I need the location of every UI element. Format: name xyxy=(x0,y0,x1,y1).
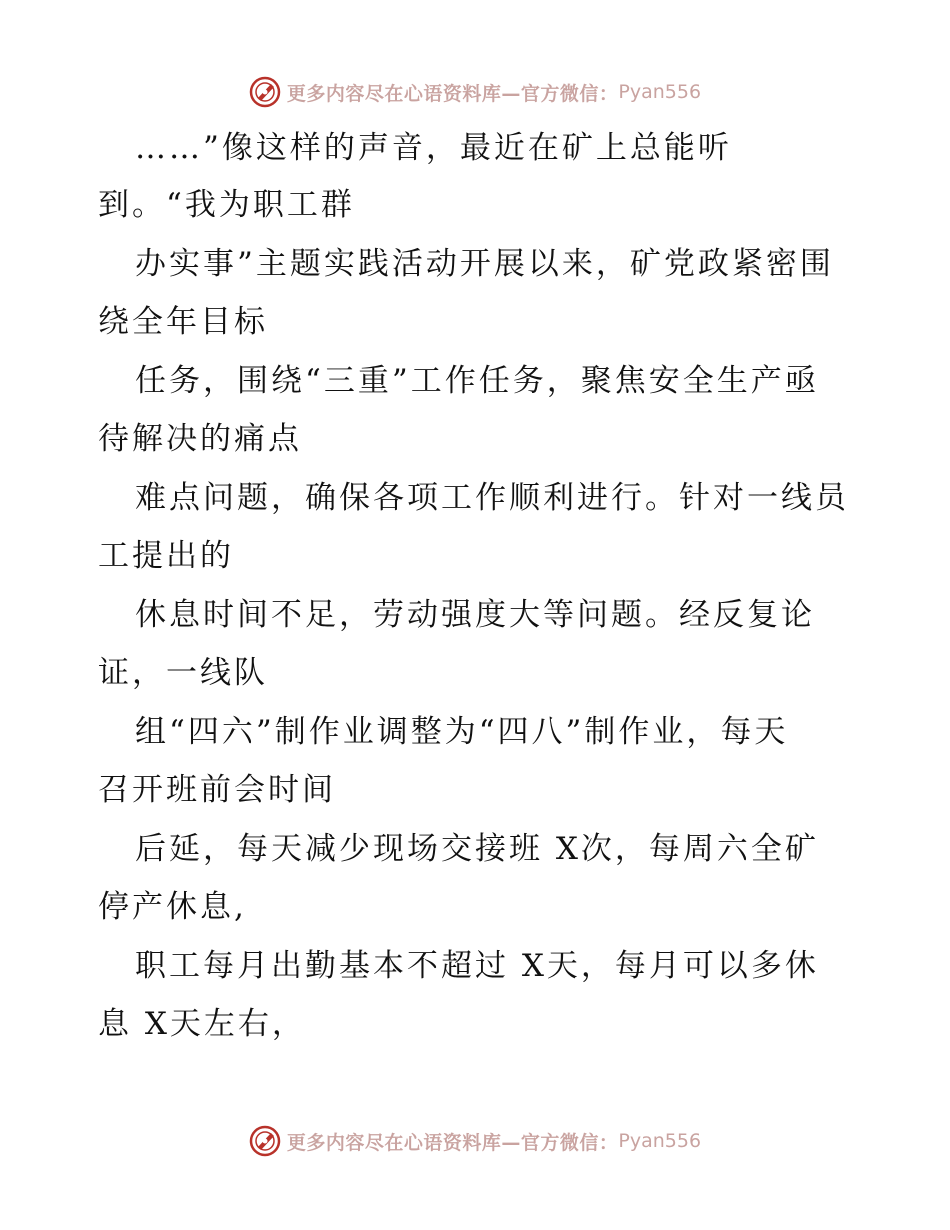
footer-wechat-id: Pyan556 xyxy=(618,1130,702,1152)
header-banner xyxy=(0,72,950,112)
seal-logo-icon xyxy=(249,1125,281,1157)
body-line: 绕全年目标 xyxy=(98,304,268,340)
body-line: 休息时间不足，劳动强度大等问题。经反复论 xyxy=(135,597,815,633)
body-line: 组“四六”制作业调整为“四八”制作业，每天 xyxy=(135,714,789,750)
body-line: 息 X天左右， xyxy=(98,1006,306,1042)
footer-banner xyxy=(0,1121,950,1161)
body-line: 职工每月出勤基本不超过 X天，每月可以多休 xyxy=(135,948,819,984)
header-banner-text: 更多内容尽在心语资料库—官方微信： xyxy=(286,82,619,105)
body-line: 办实事”主题实践活动开展以来，矿党政紧密围 xyxy=(135,246,834,282)
body-line: 任务，围绕“三重”工作任务，聚焦安全生产亟 xyxy=(135,363,819,399)
header-wechat-id: Pyan556 xyxy=(618,81,702,103)
footer-banner-text: 更多内容尽在心语资料库—官方微信： xyxy=(286,1131,619,1154)
body-line: 停产休息, xyxy=(98,889,247,925)
seal-logo-icon xyxy=(249,76,281,108)
body-line: 难点问题，确保各项工作顺利进行。针对一线员 xyxy=(135,480,849,516)
body-line: 到。“我为职工群 xyxy=(98,187,355,223)
body-line: 证，一线队 xyxy=(98,655,268,691)
body-line: 待解决的痛点 xyxy=(98,421,302,457)
body-line: ……”像这样的声音，最近在矿上总能听 xyxy=(135,130,732,166)
body-line: 召开班前会时间 xyxy=(98,772,336,808)
body-line: 后延，每天减少现场交接班 X次，每周六全矿 xyxy=(135,831,819,867)
body-line: 工提出的 xyxy=(98,538,234,574)
